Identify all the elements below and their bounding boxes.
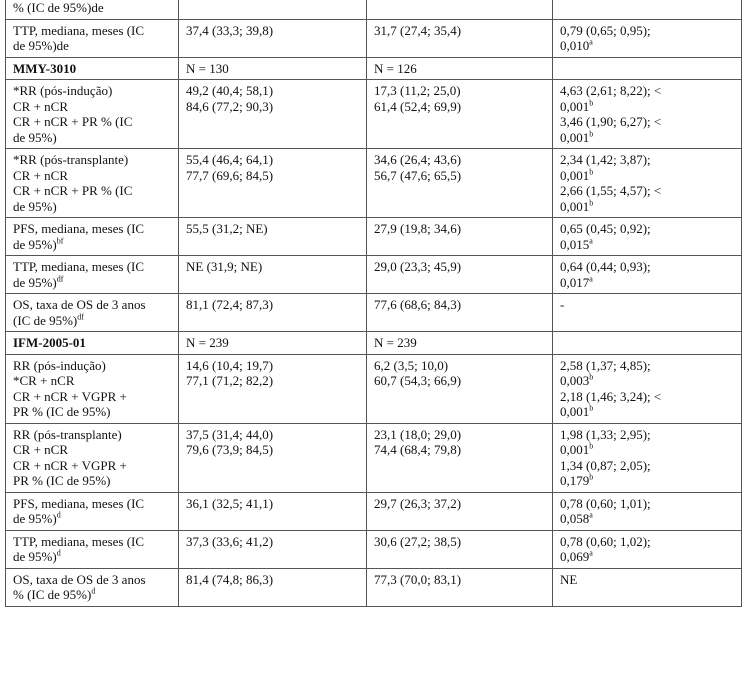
- table-row: [6, 354, 742, 423]
- cell-text: (IC de 95%): [13, 312, 78, 328]
- parameter-cell: [6, 332, 179, 355]
- cell-line: [13, 114, 172, 130]
- cell-text: 77,6 (68,6; 84,3): [374, 297, 462, 312]
- parameter-cell: [6, 149, 179, 218]
- cell-text: 6,2 (3,5; 10,0): [374, 357, 449, 373]
- cell-text: OS, taxa de OS de 3 anos: [13, 571, 146, 587]
- footnote-marker: df: [56, 274, 64, 284]
- cell-line: [560, 130, 735, 146]
- cell-line: [186, 83, 360, 99]
- cell-text: 37,3 (33,6; 41,2): [186, 533, 274, 549]
- table-body: [6, 0, 742, 606]
- cell-text: 0,001: [560, 98, 590, 114]
- cell-line: [560, 259, 735, 275]
- cell-line: [13, 313, 172, 329]
- effect-cell: [553, 218, 742, 256]
- parameter-cell: [6, 80, 179, 149]
- cell-text: NE: [560, 571, 578, 587]
- cell-line: [560, 534, 735, 550]
- cell-line: [560, 199, 735, 215]
- table-row: [6, 332, 742, 355]
- table-row: [6, 423, 742, 492]
- footnote-marker: b: [589, 472, 594, 482]
- parameter-cell: [6, 256, 179, 294]
- treatment-a-cell: [179, 256, 367, 294]
- treatment-b-cell: [367, 256, 553, 294]
- cell-line: [560, 183, 735, 199]
- cell-line: [560, 427, 735, 443]
- cell-line: [560, 237, 735, 253]
- cell-text: de 95%): [13, 198, 57, 214]
- effect-cell: [553, 354, 742, 423]
- treatment-b-cell: [367, 57, 553, 80]
- cell-line: [186, 534, 360, 550]
- treatment-b-cell: [367, 80, 553, 149]
- cell-line: [13, 473, 172, 489]
- cell-line: [560, 442, 735, 458]
- parameter-cell: [6, 492, 179, 530]
- cell-text: CR + nCR: [13, 98, 69, 114]
- cell-line: [560, 373, 735, 389]
- footnote-marker: b: [589, 403, 594, 413]
- cell-text: de 95%): [13, 129, 57, 145]
- cell-text: 0,64 (0,44; 0,93);: [560, 259, 651, 274]
- cell-text: N = 126: [374, 60, 417, 76]
- cell-text: 0,001: [560, 442, 590, 457]
- cell-text: 0,179: [560, 473, 590, 488]
- cell-text: 0,058: [560, 511, 590, 526]
- effect-cell: [553, 256, 742, 294]
- treatment-a-cell: [179, 492, 367, 530]
- cell-line: [374, 534, 546, 550]
- treatment-b-cell: [367, 423, 553, 492]
- cell-line: [560, 389, 735, 405]
- cell-line: [13, 168, 172, 184]
- cell-text: CR + nCR + PR % (IC: [13, 183, 133, 198]
- cell-text: CR + nCR: [13, 442, 69, 457]
- treatment-a-cell: [179, 57, 367, 80]
- effect-cell: [553, 80, 742, 149]
- cell-text: *CR + nCR: [13, 373, 75, 388]
- cell-text: PFS, mediana, meses (IC: [13, 221, 145, 236]
- cell-line: [13, 183, 172, 199]
- cell-text: 0,001: [560, 198, 590, 214]
- cell-text: *RR (pós-transplante): [13, 152, 129, 167]
- cell-line: [186, 259, 360, 275]
- treatment-b-cell: [367, 19, 553, 57]
- cell-text: IFM-2005-01: [13, 335, 86, 350]
- cell-text: MMY-3010: [13, 60, 77, 76]
- cell-line: [560, 549, 735, 565]
- cell-line: [13, 130, 172, 146]
- cell-text: N = 130: [186, 60, 229, 76]
- cell-text: de 95%)de: [13, 38, 69, 53]
- table-row: [6, 218, 742, 256]
- cell-line: [560, 511, 735, 527]
- cell-line: [560, 473, 735, 489]
- cell-line: [374, 168, 546, 184]
- cell-line: [13, 23, 172, 39]
- treatment-a-cell: [179, 19, 367, 57]
- cell-text: RR (pós-indução): [13, 357, 106, 373]
- cell-line: [186, 168, 360, 184]
- cell-line: [13, 275, 172, 291]
- cell-line: [13, 358, 172, 374]
- cell-line: [13, 335, 172, 351]
- effect-cell: [553, 423, 742, 492]
- cell-line: [560, 404, 735, 420]
- cell-line: [560, 297, 735, 313]
- cell-text: 0,001: [560, 404, 590, 419]
- cell-text: 0,010: [560, 38, 590, 53]
- cell-text: 37,5 (31,4; 44,0): [186, 426, 274, 442]
- cell-text: 84,6 (77,2; 90,3): [186, 98, 274, 114]
- cell-line: [186, 496, 360, 512]
- cell-text: 27,9 (19,8; 34,6): [374, 221, 462, 236]
- footnote-marker: b: [589, 129, 594, 139]
- cell-text: 77,3 (70,0; 83,1): [374, 571, 462, 587]
- cell-line: [374, 61, 546, 77]
- cell-text: 4,63 (2,61; 8,22); <: [560, 83, 662, 98]
- cell-text: 0,001: [560, 167, 590, 183]
- parameter-cell: [6, 218, 179, 256]
- cell-text: 2,66 (1,55; 4,57); <: [560, 183, 662, 198]
- cell-line: [560, 275, 735, 291]
- footnote-marker: d: [91, 586, 96, 596]
- table-row: [6, 530, 742, 568]
- cell-line: [13, 259, 172, 275]
- footnote-marker: a: [589, 510, 593, 520]
- treatment-b-cell: [367, 218, 553, 256]
- cell-text: 3,46 (1,90; 6,27); <: [560, 114, 662, 129]
- cell-line: [13, 587, 172, 603]
- cell-line: [13, 373, 172, 389]
- cell-text: de 95%): [13, 274, 57, 290]
- treatment-b-cell: [367, 149, 553, 218]
- treatment-b-cell: [367, 294, 553, 332]
- parameter-cell: [6, 0, 179, 19]
- cell-text: CR + nCR: [13, 167, 69, 183]
- cell-text: CR + nCR + VGPR +: [13, 457, 127, 473]
- cell-text: 55,4 (46,4; 64,1): [186, 152, 274, 167]
- cell-text: PFS, mediana, meses (IC: [13, 495, 145, 511]
- cell-text: 0,65 (0,45; 0,92);: [560, 221, 651, 236]
- parameter-cell: [6, 294, 179, 332]
- treatment-a-cell: [179, 149, 367, 218]
- cell-line: [13, 549, 172, 565]
- cell-text: TTP, mediana, meses (IC: [13, 22, 145, 38]
- table-row: [6, 80, 742, 149]
- table-row: [6, 57, 742, 80]
- cell-line: [186, 373, 360, 389]
- cell-text: 55,5 (31,2; NE): [186, 221, 268, 236]
- footnote-marker: b: [589, 198, 594, 208]
- cell-line: [560, 572, 735, 588]
- cell-line: [560, 83, 735, 99]
- treatment-a-cell: [179, 80, 367, 149]
- cell-line: [13, 458, 172, 474]
- footnote-marker: a: [589, 236, 593, 246]
- cell-text: 17,3 (11,2; 25,0): [374, 83, 461, 98]
- cell-text: 1,98 (1,33; 2,95);: [560, 426, 651, 442]
- cell-text: 31,7 (27,4; 35,4): [374, 22, 462, 38]
- footnote-marker: d: [56, 510, 61, 520]
- cell-text: 0,78 (0,60; 1,02);: [560, 533, 651, 549]
- footnote-marker: b: [589, 98, 594, 108]
- cell-line: [560, 168, 735, 184]
- cell-line: [13, 427, 172, 443]
- table-row: [6, 294, 742, 332]
- parameter-cell: [6, 530, 179, 568]
- cell-line: [186, 572, 360, 588]
- cell-line: [13, 199, 172, 215]
- treatment-b-cell: [367, 568, 553, 606]
- table-row: [6, 149, 742, 218]
- table-row: [6, 492, 742, 530]
- cell-text: 36,1 (32,5; 41,1): [186, 495, 274, 511]
- cell-line: [186, 335, 360, 351]
- footnote-marker: a: [589, 37, 593, 47]
- table-row: [6, 568, 742, 606]
- cell-text: OS, taxa de OS de 3 anos: [13, 297, 146, 312]
- cell-text: 29,7 (26,3; 37,2): [374, 495, 462, 511]
- cell-line: [13, 38, 172, 54]
- cell-text: 2,58 (1,37; 4,85);: [560, 357, 651, 373]
- cell-line: [13, 0, 172, 16]
- parameter-cell: [6, 423, 179, 492]
- cell-line: [13, 534, 172, 550]
- cell-text: 0,78 (0,60; 1,01);: [560, 495, 651, 511]
- cell-line: [560, 114, 735, 130]
- cell-text: 60,7 (54,3; 66,9): [374, 373, 462, 388]
- cell-line: [374, 496, 546, 512]
- cell-line: [186, 23, 360, 39]
- cell-line: [560, 221, 735, 237]
- cell-line: [374, 373, 546, 389]
- footnote-marker: bf: [56, 236, 64, 246]
- cell-text: CR + nCR + VGPR +: [13, 388, 127, 404]
- cell-line: [374, 83, 546, 99]
- cell-line: [560, 23, 735, 39]
- cell-text: 34,6 (26,4; 43,6): [374, 152, 462, 167]
- cell-text: 30,6 (27,2; 38,5): [374, 533, 462, 549]
- cell-line: [374, 259, 546, 275]
- footnote-marker: b: [589, 441, 594, 451]
- footnote-marker: df: [77, 312, 84, 322]
- cell-text: 77,1 (71,2; 82,2): [186, 373, 274, 388]
- effect-cell: [553, 0, 742, 19]
- treatment-b-cell: [367, 0, 553, 19]
- parameter-cell: [6, 57, 179, 80]
- treatment-b-cell: [367, 492, 553, 530]
- parameter-cell: [6, 354, 179, 423]
- cell-line: [374, 335, 546, 351]
- cell-text: 49,2 (40,4; 58,1): [186, 83, 274, 98]
- cell-line: [13, 404, 172, 420]
- table-row: [6, 19, 742, 57]
- cell-text: TTP, mediana, meses (IC: [13, 259, 145, 274]
- effect-cell: [553, 332, 742, 355]
- efficacy-results-table: [5, 0, 742, 607]
- cell-line: [186, 442, 360, 458]
- cell-line: [13, 572, 172, 588]
- cell-text: 0,001: [560, 129, 590, 145]
- cell-text: 0,015: [560, 236, 590, 252]
- treatment-a-cell: [179, 423, 367, 492]
- cell-text: 79,6 (73,9; 84,5): [186, 442, 274, 457]
- treatment-a-cell: [179, 568, 367, 606]
- parameter-cell: [6, 19, 179, 57]
- cell-line: [186, 358, 360, 374]
- cell-text: 61,4 (52,4; 69,9): [374, 98, 462, 114]
- cell-text: NE (31,9; NE): [186, 259, 263, 274]
- cell-line: [186, 61, 360, 77]
- cell-line: [374, 99, 546, 115]
- cell-line: [560, 152, 735, 168]
- cell-line: [186, 99, 360, 115]
- cell-line: [13, 99, 172, 115]
- cell-line: [374, 427, 546, 443]
- cell-text: CR + nCR + PR % (IC: [13, 114, 133, 129]
- cell-line: [13, 389, 172, 405]
- treatment-a-cell: [179, 530, 367, 568]
- table-row: [6, 256, 742, 294]
- parameter-cell: [6, 568, 179, 606]
- cell-line: [186, 221, 360, 237]
- treatment-a-cell: [179, 218, 367, 256]
- effect-cell: [553, 57, 742, 80]
- cell-text: 74,4 (68,4; 79,8): [374, 442, 462, 457]
- cell-line: [374, 152, 546, 168]
- treatment-b-cell: [367, 332, 553, 355]
- footnote-marker: b: [589, 372, 594, 382]
- cell-line: [13, 496, 172, 512]
- table-row: [6, 0, 742, 19]
- cell-text: 23,1 (18,0; 29,0): [374, 426, 462, 442]
- cell-text: % (IC de 95%)de: [13, 0, 104, 15]
- cell-text: 29,0 (23,3; 45,9): [374, 259, 462, 274]
- cell-text: PR % (IC de 95%): [13, 404, 111, 419]
- cell-line: [374, 442, 546, 458]
- cell-text: TTP, mediana, meses (IC: [13, 533, 145, 549]
- effect-cell: [553, 149, 742, 218]
- effect-cell: [553, 492, 742, 530]
- cell-text: 2,34 (1,42; 3,87);: [560, 152, 651, 167]
- cell-text: de 95%): [13, 236, 57, 252]
- cell-text: de 95%): [13, 549, 57, 564]
- cell-line: [13, 442, 172, 458]
- cell-line: [186, 427, 360, 443]
- cell-line: [374, 358, 546, 374]
- cell-text: 0,069: [560, 549, 590, 564]
- cell-line: [374, 23, 546, 39]
- treatment-a-cell: [179, 294, 367, 332]
- cell-line: [186, 297, 360, 313]
- footnote-marker: d: [56, 548, 61, 558]
- cell-text: *RR (pós-indução): [13, 83, 113, 98]
- cell-text: 0,003: [560, 373, 590, 388]
- effect-cell: [553, 568, 742, 606]
- effect-cell: [553, 19, 742, 57]
- cell-text: PR % (IC de 95%): [13, 473, 111, 488]
- treatment-b-cell: [367, 530, 553, 568]
- cell-line: [13, 237, 172, 253]
- cell-text: N = 239: [374, 335, 417, 350]
- effect-cell: [553, 530, 742, 568]
- cell-text: N = 239: [186, 335, 229, 350]
- cell-text: 1,34 (0,87; 2,05);: [560, 457, 651, 473]
- cell-line: [374, 221, 546, 237]
- cell-line: [560, 458, 735, 474]
- effect-cell: [553, 294, 742, 332]
- cell-line: [13, 221, 172, 237]
- cell-text: 81,4 (74,8; 86,3): [186, 571, 274, 587]
- cell-text: 14,6 (10,4; 19,7): [186, 357, 274, 373]
- treatment-a-cell: [179, 0, 367, 19]
- cell-text: RR (pós-transplante): [13, 426, 122, 442]
- cell-line: [560, 496, 735, 512]
- cell-text: 81,1 (72,4; 87,3): [186, 297, 274, 312]
- cell-line: [374, 297, 546, 313]
- cell-line: [374, 572, 546, 588]
- cell-text: 0,79 (0,65; 0,95);: [560, 22, 651, 38]
- footnote-marker: a: [589, 548, 593, 558]
- cell-text: 2,18 (1,46; 3,24); <: [560, 388, 662, 404]
- cell-line: [560, 99, 735, 115]
- footnote-marker: b: [589, 167, 594, 177]
- cell-line: [13, 297, 172, 313]
- cell-line: [560, 358, 735, 374]
- cell-line: [13, 61, 172, 77]
- cell-text: 37,4 (33,3; 39,8): [186, 22, 274, 38]
- treatment-a-cell: [179, 354, 367, 423]
- treatment-a-cell: [179, 332, 367, 355]
- cell-line: [13, 511, 172, 527]
- footnote-marker: a: [589, 274, 593, 284]
- cell-text: 56,7 (47,6; 65,5): [374, 167, 462, 183]
- treatment-b-cell: [367, 354, 553, 423]
- cell-text: -: [560, 297, 565, 312]
- cell-text: % (IC de 95%): [13, 587, 92, 602]
- cell-line: [13, 83, 172, 99]
- cell-line: [186, 152, 360, 168]
- cell-line: [560, 38, 735, 54]
- cell-text: 77,7 (69,6; 84,5): [186, 167, 274, 183]
- cell-text: de 95%): [13, 511, 57, 526]
- cell-line: [13, 152, 172, 168]
- cell-text: 0,017: [560, 274, 590, 290]
